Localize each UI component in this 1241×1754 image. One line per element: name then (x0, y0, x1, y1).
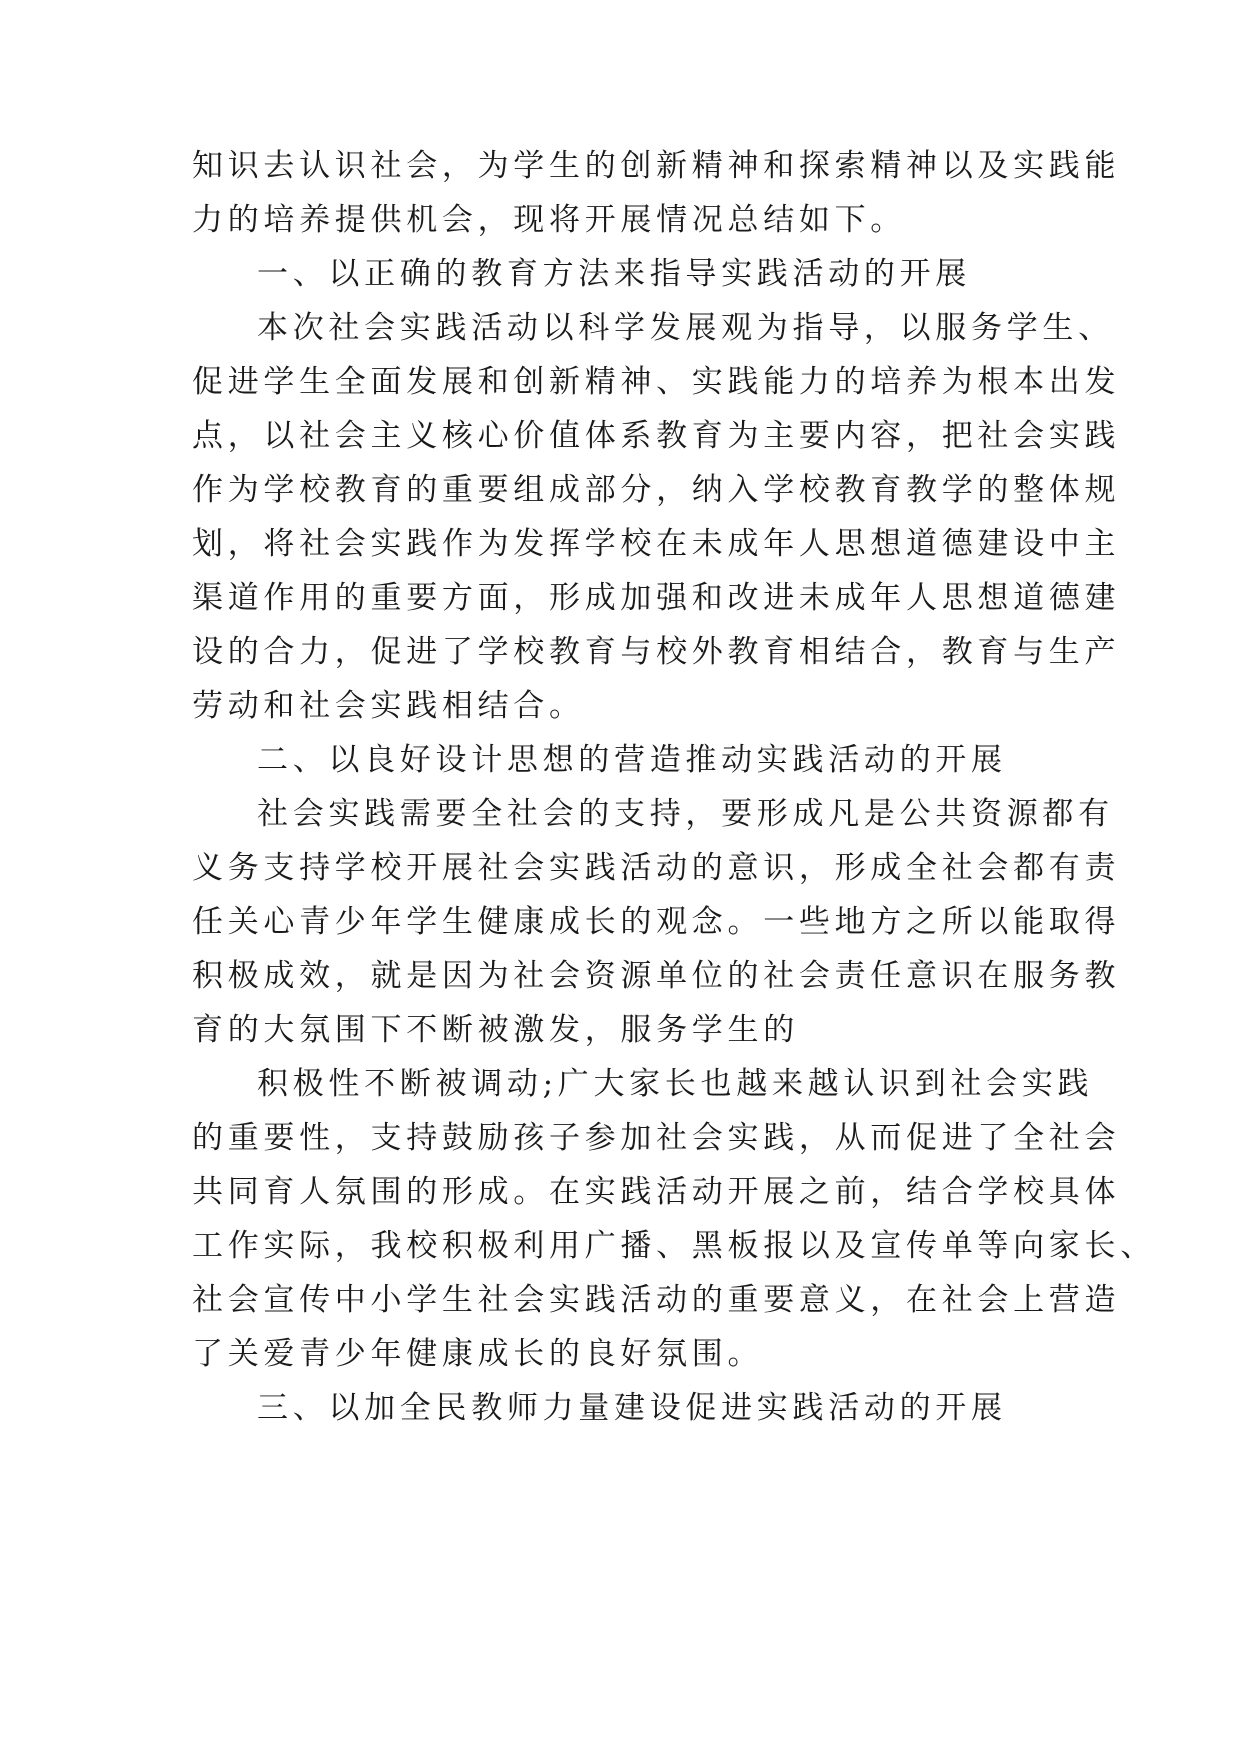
text-line: 促进学生全面发展和创新精神、实践能力的培养为根本出发 (192, 364, 1121, 400)
section-heading: 一、以正确的教育方法来指导实践活动的开展 (257, 256, 971, 292)
text-line: 知识去认识社会，为学生的创新精神和探索精神以及实践能 (192, 148, 1121, 184)
section-heading: 三、以加全民教师力量建设促进实践活动的开展 (257, 1390, 1007, 1426)
text-line: 设的合力，促进了学校教育与校外教育相结合，教育与生产 (192, 634, 1121, 670)
text-line: 划，将社会实践作为发挥学校在未成年人思想道德建设中主 (192, 526, 1121, 562)
text-line: 力的培养提供机会，现将开展情况总结如下。 (192, 202, 906, 238)
text-line: 义务支持学校开展社会实践活动的意识，形成全社会都有责 (192, 850, 1121, 886)
text-line: 积极性不断被调动;广大家长也越来越认识到社会实践 (257, 1066, 1094, 1102)
section-heading: 二、以良好设计思想的营造推动实践活动的开展 (257, 742, 1007, 778)
text-line: 社会实践需要全社会的支持，要形成凡是公共资源都有 (257, 796, 1114, 832)
text-line: 工作实际，我校积极利用广播、黑板报以及宣传单等向家长、 (192, 1228, 1156, 1264)
text-line: 任关心青少年学生健康成长的观念。一些地方之所以能取得 (192, 904, 1121, 940)
text-line: 劳动和社会实践相结合。 (192, 688, 585, 724)
text-line: 点，以社会主义核心价值体系教育为主要内容，把社会实践 (192, 418, 1121, 454)
text-line: 渠道作用的重要方面，形成加强和改进未成年人思想道德建 (192, 580, 1121, 616)
text-line: 积极成效，就是因为社会资源单位的社会责任意识在服务教 (192, 958, 1121, 994)
text-line: 育的大氛围下不断被激发，服务学生的 (192, 1012, 799, 1048)
text-line: 的重要性，支持鼓励孩子参加社会实践，从而促进了全社会 (192, 1120, 1121, 1156)
text-line: 本次社会实践活动以科学发展观为指导，以服务学生、 (257, 310, 1114, 346)
text-line: 作为学校教育的重要组成部分，纳入学校教育教学的整体规 (192, 472, 1121, 508)
text-line: 了关爱青少年健康成长的良好氛围。 (192, 1336, 764, 1372)
text-line: 社会宣传中小学生社会实践活动的重要意义，在社会上营造 (192, 1282, 1121, 1318)
text-line: 共同育人氛围的形成。在实践活动开展之前，结合学校具体 (192, 1174, 1121, 1210)
